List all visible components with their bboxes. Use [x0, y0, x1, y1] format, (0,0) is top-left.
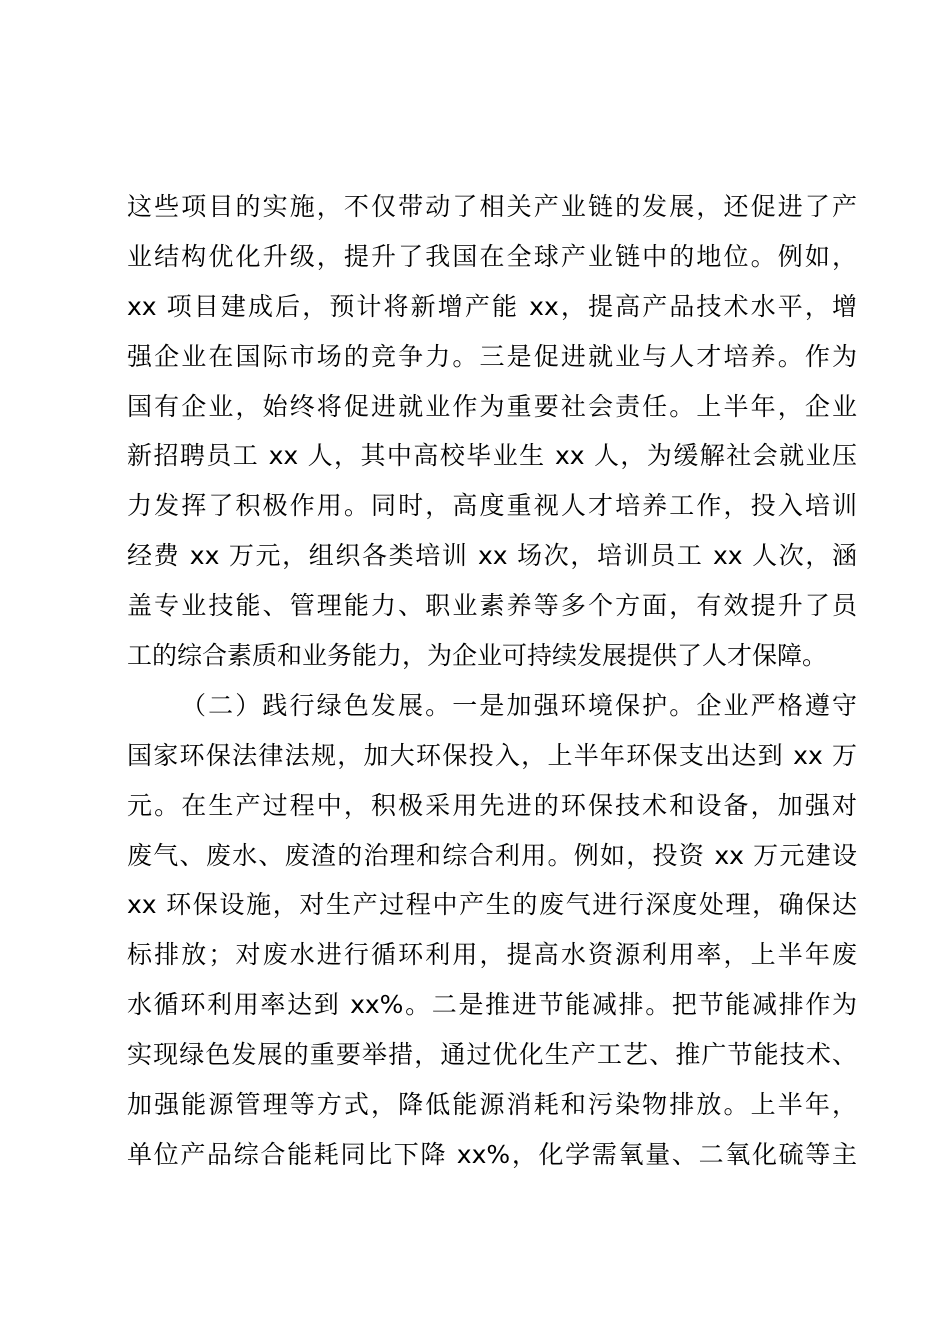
text-line-18: 实现绿色发展的重要举措，通过优化生产工艺、推广节能技术、	[127, 1040, 857, 1070]
text-line-2: 业结构优化升级，提升了我国在全球产业链中的地位。例如，	[127, 241, 857, 271]
text-line-20: 单位产品综合能耗同比下降 xx%，化学需氧量、二氧化硫等主	[127, 1139, 857, 1169]
text-line-7: 力发挥了积极作用。同时，高度重视人才培养工作，投入培训	[127, 491, 857, 521]
section-heading-line: （二）践行绿色发展。一是加强环境保护。企业严格遵守	[181, 690, 857, 720]
text-line-19: 加强能源管理等方式，降低能源消耗和污染物排放。上半年，	[127, 1090, 857, 1120]
text-line-10: 工的综合素质和业务能力，为企业可持续发展提供了人才保障。	[127, 641, 828, 671]
text-line-15: xx 环保设施，对生产过程中产生的废气进行深度处理，确保达	[127, 890, 857, 920]
text-line-13: 元。在生产过程中，积极采用先进的环保技术和设备，加强对	[127, 790, 857, 820]
body-text	[127, 182, 857, 1180]
text-line-1: 这些项目的实施，不仅带动了相关产业链的发展，还促进了产	[127, 192, 857, 221]
text-line-9: 盖专业技能、管理能力、职业素养等多个方面，有效提升了员	[127, 591, 857, 621]
text-line-6: 新招聘员工 xx 人，其中高校毕业生 xx 人，为缓解社会就业压	[127, 441, 857, 471]
text-line-12: 国家环保法律法规，加大环保投入，上半年环保支出达到 xx 万	[127, 740, 857, 770]
text-line-17: 水循环利用率达到 xx%。二是推进节能减排。把节能减排作为	[127, 990, 857, 1020]
text-line-5: 国有企业，始终将促进就业作为重要社会责任。上半年，企业	[127, 391, 857, 421]
text-line-4: 强企业在国际市场的竞争力。三是促进就业与人才培养。作为	[127, 341, 857, 371]
text-line-3: xx 项目建成后，预计将新增产能 xx，提高产品技术水平，增	[127, 291, 857, 321]
text-line-14: 废气、废水、废渣的治理和综合利用。例如，投资 xx 万元建设	[127, 840, 857, 870]
text-line-8: 经费 xx 万元，组织各类培训 xx 场次，培训员工 xx 人次，涵	[127, 541, 857, 571]
text-line-16: 标排放；对废水进行循环利用，提高水资源利用率，上半年废	[127, 940, 857, 970]
